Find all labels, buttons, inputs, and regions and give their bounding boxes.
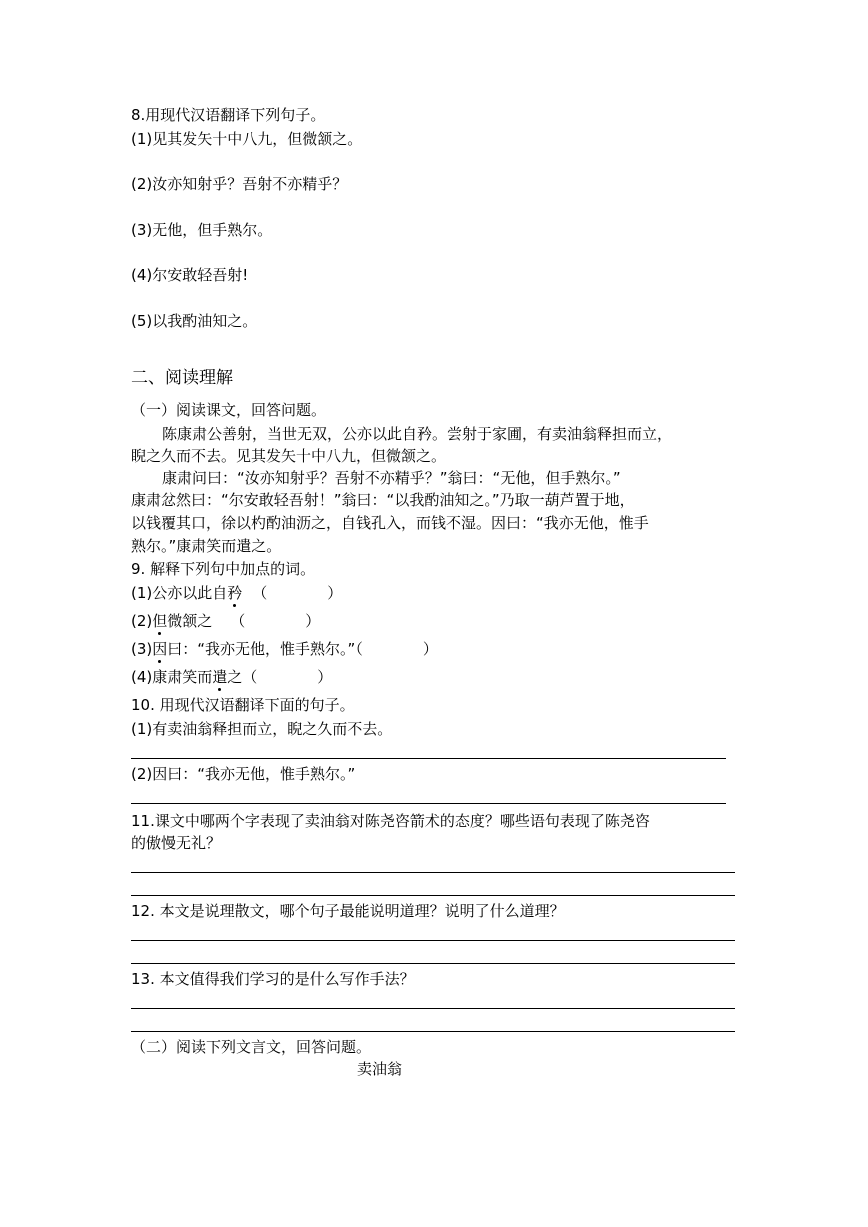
emphasis-dot-word: 遣 [212,668,228,686]
q13-text: 13. 本文值得我们学习的是什么写作手法？ [131,970,415,988]
passage-line-2: 睨之久而不去。见其发矢十中八九，但微颔之。 [131,447,447,465]
passage-line-3: 康肃问曰：“汝亦知射乎？吾射不亦精乎？”翁曰：“无他，但手熟尔。” [162,469,621,487]
answer-line [131,940,735,941]
part2-subtitle: 卖油翁 [357,1060,403,1078]
q12-text: 12. 本文是说理散文，哪个句子最能说明道理？说明了什么道理？ [131,902,565,920]
emphasis-dot-word: 因 [152,640,168,658]
answer-line [131,1008,735,1009]
q10-title: 10. 用现代汉语翻译下面的句子。 [131,696,355,714]
emphasis-dot-word: 矜 [227,584,243,602]
q8-item-5: (5)以我酌油知之。 [131,312,258,330]
answer-line [131,895,735,896]
q9-title: 9. 解释下列句中加点的词。 [131,560,316,578]
q11-line-1: 11.课文中哪两个字表现了卖油翁对陈尧咨箭术的态度？哪些语句表现了陈尧咨 [131,812,650,830]
q9-item-3: (3)因曰：“我亦无他，惟手熟尔。”（ ） [131,640,438,658]
q8-item-1: (1)见其发矢十中八九，但微颔之。 [131,130,363,148]
q10-item-1: (1)有卖油翁释担而立，睨之久而不去。 [131,720,393,738]
section-heading: 二、阅读理解 [131,368,233,388]
q8-title: 8.用现代汉语翻译下列句子。 [131,106,326,124]
answer-line [131,1031,735,1032]
q11-line-2: 的傲慢无礼？ [131,834,222,852]
answer-line [131,758,726,759]
q9-item-4: (4)康肃笑而遣之（ ） [131,668,333,686]
q8-item-2: (2)汝亦知射乎？吾射不亦精乎？ [131,175,348,193]
q9-item-1: (1)公亦以此自矜 （ ） [131,584,343,602]
passage-line-1: 陈康肃公善射，当世无双，公亦以此自矜。尝射于家圃，有卖油翁释担而立， [162,425,673,443]
q9-item-2: (2)但微颔之 （ ） [131,612,321,630]
part1-title: （一）阅读课文，回答问题。 [131,401,327,419]
q10-item-2: (2)因曰：“我亦无他，惟手熟尔。” [131,765,356,783]
passage-line-6: 熟尔。”康肃笑而遣之。 [131,537,282,555]
part2-title: （二）阅读下列文言文，回答问题。 [131,1038,372,1056]
passage-line-5: 以钱覆其口，徐以杓酌油沥之，自钱孔入，而钱不湿。因曰：“我亦无他，惟手 [131,514,649,532]
passage-line-4: 康肃忿然曰：“尔安敢轻吾射！”翁曰：“以我酌油知之。”乃取一葫芦置于地， [131,491,635,509]
answer-line [131,963,735,964]
q8-item-4: (4)尔安敢轻吾射! [131,266,249,284]
answer-line [131,872,735,873]
q8-item-3: (3)无他，但手熟尔。 [131,221,273,239]
answer-line [131,803,726,804]
emphasis-dot-word: 但 [152,612,168,630]
